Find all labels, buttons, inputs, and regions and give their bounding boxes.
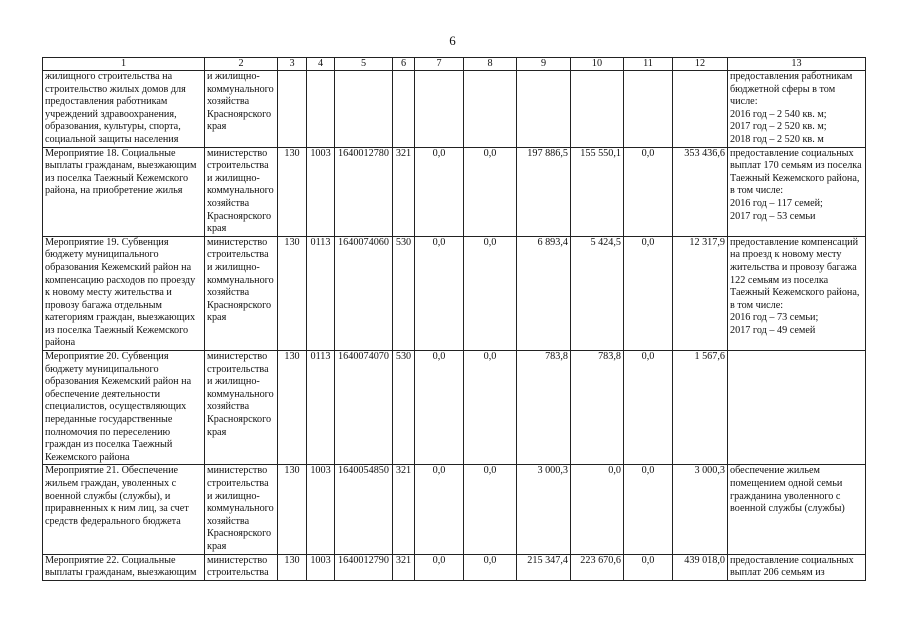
admin-code-cell <box>278 71 307 148</box>
amount-cell <box>517 71 571 148</box>
measure-cell: Мероприятие 22. Социальные выплаты гражданам, выезжающим <box>43 554 205 580</box>
amount-cell: 0,0 <box>464 147 517 236</box>
executor-cell: и жилищно-коммунального хозяйства Красноярского края <box>205 71 278 148</box>
section-code-cell <box>307 71 335 148</box>
amount-cell: 0,0 <box>624 351 673 465</box>
table-row <box>43 351 866 465</box>
section-code-cell: 0113 <box>307 351 335 465</box>
expected-result-cell: обеспечение жильем помещением одной семьи гражданина уволенного с военной службы (службы) <box>728 465 866 554</box>
total-cell <box>673 71 728 148</box>
target-article-cell: 1640074070 <box>335 351 393 465</box>
expense-type-cell: 530 <box>393 236 415 350</box>
target-article-cell: 1640012780 <box>335 147 393 236</box>
amount-cell: 0,0 <box>464 351 517 465</box>
measure-cell: Мероприятие 21. Обеспечение жильем граждан, уволенных с военной службы (службы), и приравненных к ним лиц, за счет средств федерального бюджета <box>43 465 205 554</box>
amount-cell: 155 550,1 <box>571 147 624 236</box>
header-cell: 8 <box>464 58 517 71</box>
amount-cell: 0,0 <box>415 351 464 465</box>
amount-cell: 197 886,5 <box>517 147 571 236</box>
section-code-cell: 1003 <box>307 554 335 580</box>
amount-cell: 0,0 <box>415 236 464 350</box>
measure-cell: жилищного строительства на строительство жилых домов для предоставления работникам учреждений здравоохранения, образования, культуры, спорта, социальной защиты населения <box>43 71 205 148</box>
admin-code-cell: 130 <box>278 147 307 236</box>
amount-cell: 783,8 <box>571 351 624 465</box>
expected-result-cell: предоставление социальных выплат 170 семьям из поселка Таежный Кежемского района, в том числе: 2016 год – 117 семей; 2017 год – 53 семьи <box>728 147 866 236</box>
amount-cell: 3 000,3 <box>517 465 571 554</box>
amount-cell: 0,0 <box>464 554 517 580</box>
expense-type-cell: 321 <box>393 554 415 580</box>
measure-cell: Мероприятие 20. Субвенция бюджету муниципального образования Кежемский район на обеспечение деятельности специалистов, осуществляющих переданные государственные полномочия по переселению граждан из поселка Таежный Кежемского района <box>43 351 205 465</box>
executor-cell: министерство строительства и жилищно-коммунального хозяйства Красноярского края <box>205 147 278 236</box>
total-cell: 439 018,0 <box>673 554 728 580</box>
header-cell: 1 <box>43 58 205 71</box>
amount-cell: 0,0 <box>415 465 464 554</box>
amount-cell: 783,8 <box>517 351 571 465</box>
admin-code-cell: 130 <box>278 465 307 554</box>
header-cell: 11 <box>624 58 673 71</box>
measure-cell: Мероприятие 19. Субвенция бюджету муниципального образования Кежемский район на компенсацию расходов по проезду к новому месту жительства и провозу багажа отдельным категориям граждан, выезжающих из поселка Таежный Кежемского района <box>43 236 205 350</box>
expense-type-cell: 321 <box>393 465 415 554</box>
executor-cell: министерство строительства и жилищно-коммунального хозяйства Красноярского края <box>205 465 278 554</box>
table-row <box>43 554 866 580</box>
target-article-cell: 1640012790 <box>335 554 393 580</box>
table-row <box>43 147 866 236</box>
expected-result-cell: предоставления работникам бюджетной сферы в том числе: 2016 год – 2 540 кв. м; 2017 год – 2 520 кв. м; 2018 год – 2 520 кв. м <box>728 71 866 148</box>
amount-cell: 0,0 <box>624 147 673 236</box>
amount-cell: 0,0 <box>464 236 517 350</box>
admin-code-cell: 130 <box>278 236 307 350</box>
amount-cell: 0,0 <box>624 465 673 554</box>
table-row <box>43 236 866 350</box>
admin-code-cell: 130 <box>278 351 307 465</box>
amount-cell: 0,0 <box>571 465 624 554</box>
header-cell: 4 <box>307 58 335 71</box>
expense-type-cell: 530 <box>393 351 415 465</box>
admin-code-cell: 130 <box>278 554 307 580</box>
section-code-cell: 1003 <box>307 465 335 554</box>
total-cell: 12 317,9 <box>673 236 728 350</box>
amount-cell: 6 893,4 <box>517 236 571 350</box>
header-cell: 2 <box>205 58 278 71</box>
expected-result-cell: предоставление социальных выплат 206 семьям из <box>728 554 866 580</box>
measure-cell: Мероприятие 18. Социальные выплаты гражданам, выезжающим из поселка Таежный Кежемского района, на приобретение жилья <box>43 147 205 236</box>
amount-cell: 215 347,4 <box>517 554 571 580</box>
executor-cell: министерство строительства и жилищно-коммунального хозяйства Красноярского края <box>205 236 278 350</box>
amount-cell <box>624 71 673 148</box>
amount-cell: 0,0 <box>415 147 464 236</box>
amount-cell: 0,0 <box>624 236 673 350</box>
total-cell: 3 000,3 <box>673 465 728 554</box>
section-code-cell: 1003 <box>307 147 335 236</box>
target-article-cell: 1640054850 <box>335 465 393 554</box>
program-measures-table <box>42 57 866 581</box>
page-number: 6 <box>449 33 456 48</box>
header-cell: 6 <box>393 58 415 71</box>
header-cell: 3 <box>278 58 307 71</box>
header-cell: 9 <box>517 58 571 71</box>
total-cell: 1 567,6 <box>673 351 728 465</box>
amount-cell: 5 424,5 <box>571 236 624 350</box>
target-article-cell: 1640074060 <box>335 236 393 350</box>
amount-cell <box>571 71 624 148</box>
expense-type-cell: 321 <box>393 147 415 236</box>
header-cell: 12 <box>673 58 728 71</box>
amount-cell <box>415 71 464 148</box>
expected-result-cell <box>728 351 866 465</box>
target-article-cell <box>335 71 393 148</box>
executor-cell: министерство строительства <box>205 554 278 580</box>
amount-cell <box>464 71 517 148</box>
executor-cell: министерство строительства и жилищно-коммунального хозяйства Красноярского края <box>205 351 278 465</box>
amount-cell: 0,0 <box>624 554 673 580</box>
table-row <box>43 465 866 554</box>
header-row <box>43 58 866 71</box>
header-cell: 5 <box>335 58 393 71</box>
header-cell: 13 <box>728 58 866 71</box>
header-cell: 10 <box>571 58 624 71</box>
total-cell: 353 436,6 <box>673 147 728 236</box>
amount-cell: 223 670,6 <box>571 554 624 580</box>
expense-type-cell <box>393 71 415 148</box>
section-code-cell: 0113 <box>307 236 335 350</box>
header-cell: 7 <box>415 58 464 71</box>
amount-cell: 0,0 <box>464 465 517 554</box>
expected-result-cell: предоставление компенсаций на проезд к новому месту жительства и провозу багажа 122 семьям из поселка Таежный Кежемского района, в том числе: 2016 год – 73 семьи; 2017 год – 49 семей <box>728 236 866 350</box>
table-row <box>43 71 866 148</box>
amount-cell: 0,0 <box>415 554 464 580</box>
